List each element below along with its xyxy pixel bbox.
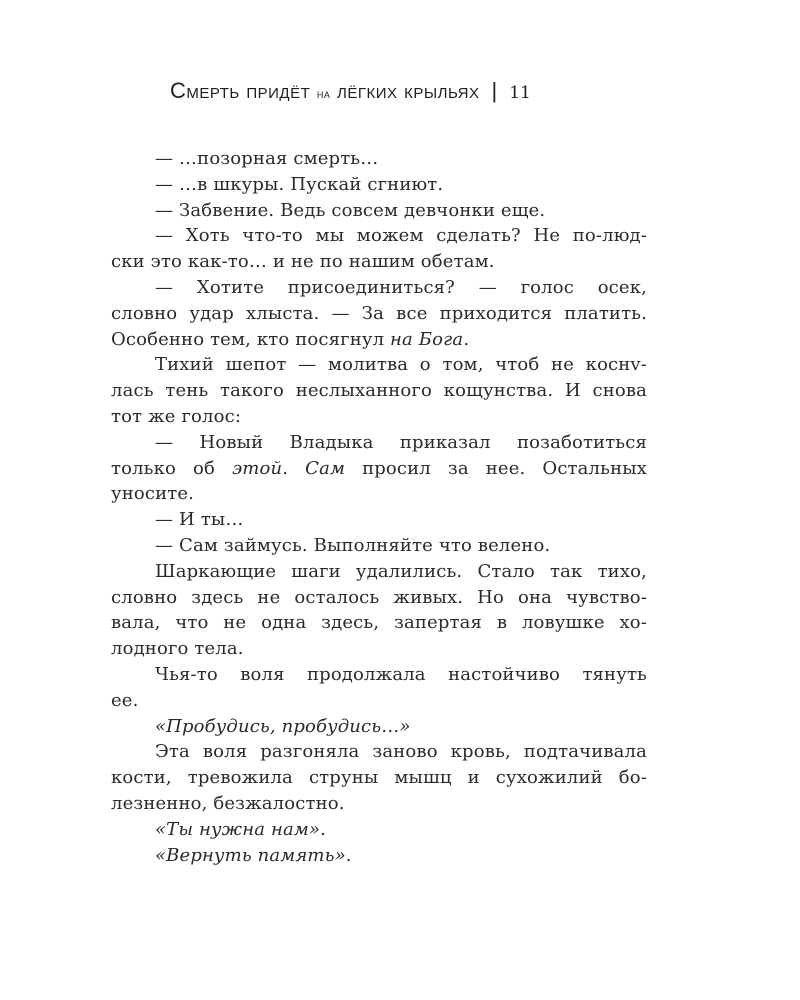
text-line (111, 223, 647, 249)
text-run: Шаркающие шаги удалились. Стало так тихо, (155, 560, 647, 582)
text-line (111, 791, 647, 817)
text-run: Чья-то воля продолжала настойчиво тянуть (155, 663, 647, 685)
text-run: — И ты… (155, 509, 244, 531)
text-run: Тихий шепот — молитва о том, чтоб не коснv- (155, 354, 647, 376)
italic-run: «Вернуть память». (155, 844, 352, 866)
text-run: лась тень такого неслыханного кощунства. И снова (111, 380, 647, 402)
text-line (111, 430, 647, 456)
text-run: кости, тревожила струны мышц и сухожилий бо- (111, 767, 647, 789)
text-line (111, 275, 647, 301)
italic-run: этой (232, 457, 283, 479)
text-line (111, 765, 647, 791)
text-run: ее. (111, 689, 139, 711)
text-line (111, 739, 647, 765)
text-run: ски это как-то… и не по нашим обетам. (111, 251, 495, 273)
text-run: — Сам займусь. Выполняйте что велено. (155, 534, 551, 556)
text-line (111, 662, 647, 688)
text-line (111, 327, 647, 353)
text-line (111, 843, 647, 869)
text-run: — Хоть что-то мы можем сделать? Не по-люд- (155, 225, 647, 247)
text-line (111, 146, 647, 172)
text-line (111, 249, 647, 275)
running-head-separator: | (491, 78, 498, 103)
italic-run: «Пробудись, пробудись…» (155, 715, 411, 737)
text-run: Особенно тем, кто посягнул (111, 328, 391, 350)
text-line (111, 714, 647, 740)
running-head (170, 78, 650, 110)
text-run: только об (111, 457, 233, 479)
text-run: вала, что не одна здесь, запертая в ловушке хо- (111, 612, 647, 634)
italic-run: «Ты нужна нам». (155, 818, 326, 840)
title-part-2: лёгких крыльях (337, 78, 480, 103)
text-line (111, 198, 647, 224)
text-run: лезненно, безжалостно. (111, 792, 345, 814)
text-run: — Хотите присоединиться? — голос осек, (155, 276, 647, 298)
text-run: словно удар хлыста. — За все приходится платить. (111, 302, 647, 324)
text-line (111, 301, 647, 327)
text-run: — …позорная смерть… (155, 148, 379, 169)
text-line (111, 481, 647, 507)
running-head-title (170, 78, 480, 104)
text-line (111, 559, 647, 585)
text-line (111, 352, 647, 378)
text-line (111, 817, 647, 843)
title-na: на (316, 86, 331, 101)
text-run: уносите. (111, 483, 195, 505)
text-run: — …в шкуры. Пускай сгниют. (155, 173, 444, 195)
text-run: . (282, 457, 306, 479)
text-line (111, 533, 647, 559)
text-line (111, 610, 647, 636)
italic-run: Сам (305, 457, 346, 479)
text-run: Эта воля разгоняла заново кровь, подтачивала (155, 741, 647, 763)
text-line (111, 456, 647, 482)
text-run: просил за нее. Остальных (345, 457, 647, 479)
text-run: словно здесь не осталось живых. Но она чувство- (111, 586, 647, 608)
body-text (111, 146, 647, 868)
text-line (111, 172, 647, 198)
text-run: — Новый Владыка приказал позаботиться (155, 431, 647, 453)
text-line (111, 636, 647, 662)
text-line (111, 585, 647, 611)
text-run: — Забвение. Ведь совсем девчонки еще. (155, 199, 546, 221)
italic-run: на Бога (390, 328, 464, 350)
text-line (111, 378, 647, 404)
text-run: . (463, 328, 470, 350)
title-part-1: Смерть придёт (170, 78, 311, 103)
text-run: тот же голос: (111, 405, 242, 427)
text-line (111, 507, 647, 533)
page-number: 11 (509, 83, 531, 103)
text-run: лодного тела. (111, 638, 244, 660)
text-line (111, 688, 647, 714)
text-line (111, 404, 647, 430)
